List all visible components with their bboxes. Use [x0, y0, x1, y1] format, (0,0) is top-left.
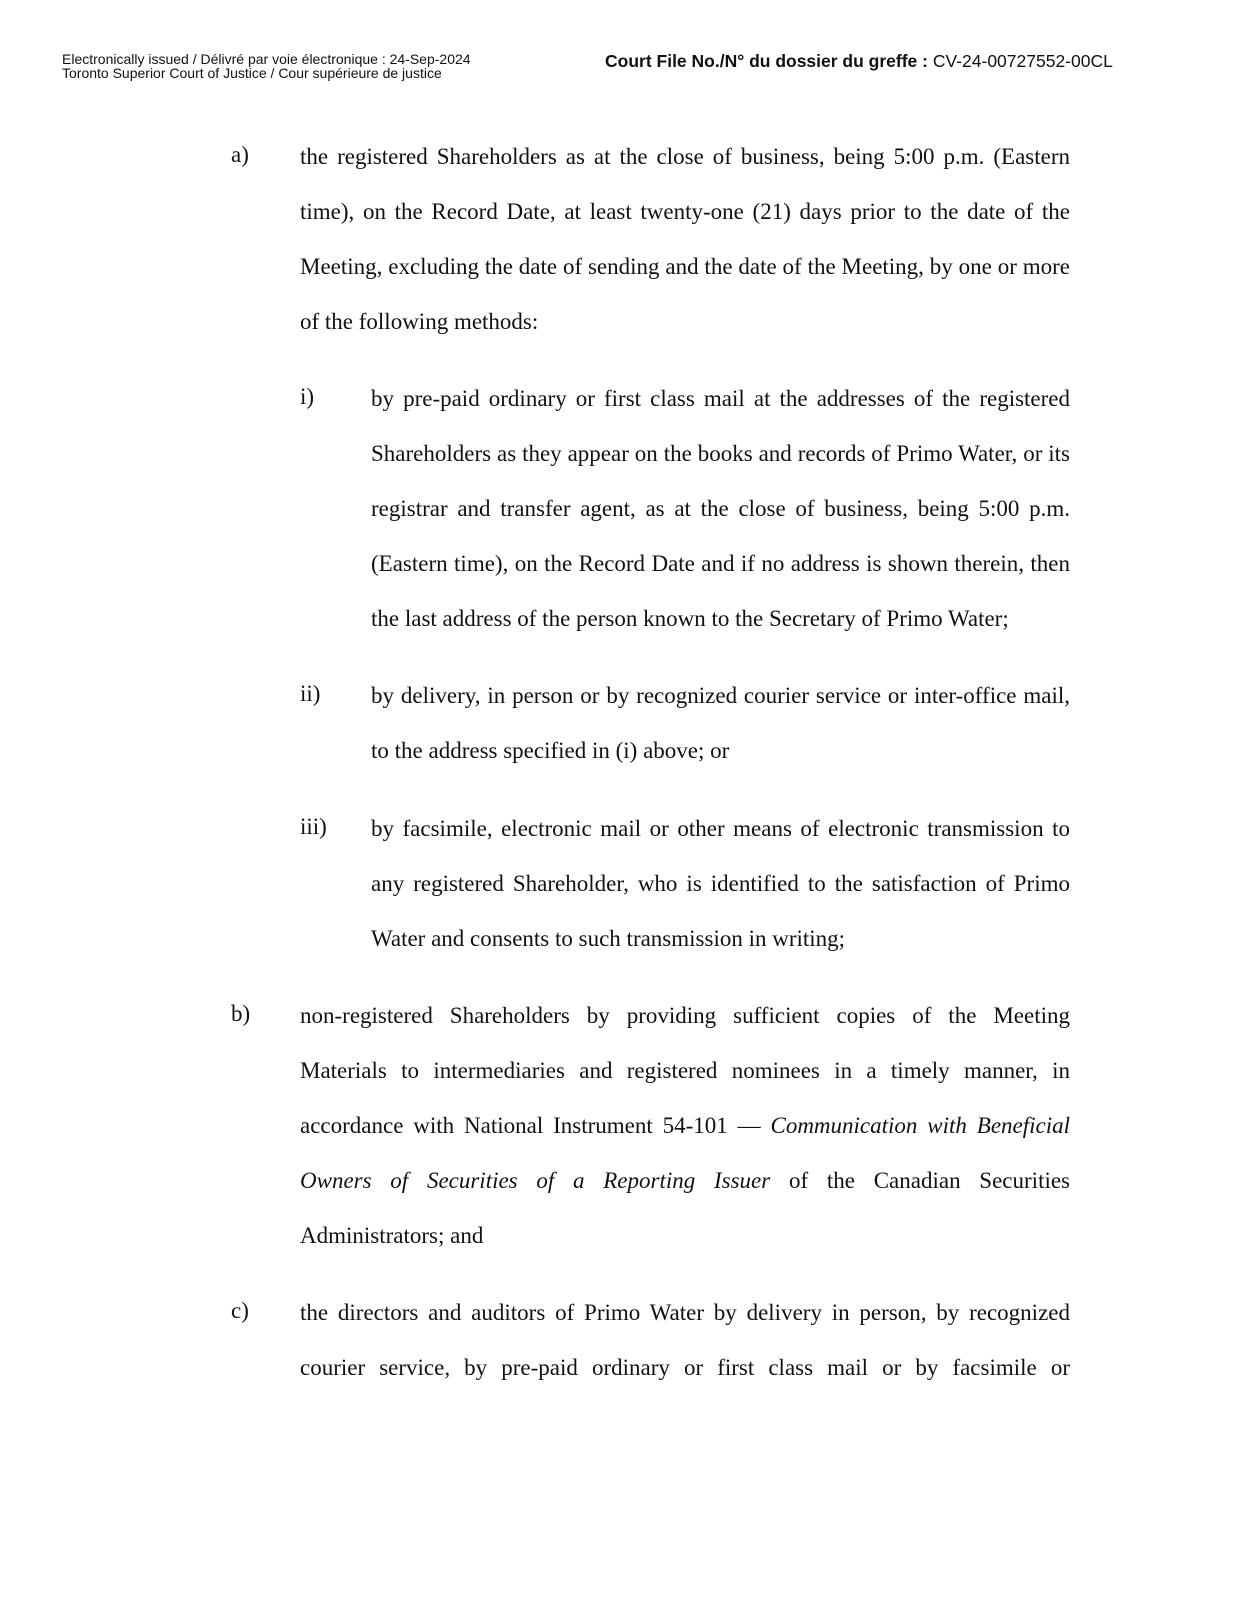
item-a-label: a) [231, 142, 249, 167]
item-b-text-after: of the Canadian Securities Administrators; and [300, 1168, 1071, 1248]
item-iii-text: by facsimile, electronic mail or other means of electronic transmission to any registered Shareholder, who is identified to the satisfaction of Primo Water and consents to such transmission in writing; [371, 816, 1070, 951]
item-ii-label: ii) [300, 681, 321, 706]
item-ii-text: by delivery, in person or by recognized courier service or inter-office mail, to the address specified in (i) above; or [371, 683, 1070, 763]
stamp-line-2: Toronto Superior Court of Justice / Cour supérieure de justice [62, 65, 442, 81]
court-file-number [605, 51, 1113, 72]
item-b-instrument-title: Communication with Beneficial Owners of Securities of a Reporting Issuer [300, 1113, 1071, 1193]
item-iii-label: iii) [300, 814, 327, 839]
electronic-issue-stamp [62, 52, 471, 80]
item-b-text-before: non-registered Shareholders by providing sufficient copies of the Meeting Materials to intermediaries and registered nominees in a timely manner, in accordance with National Instrument 54-101 — [300, 1003, 1070, 1138]
item-i-text: by pre-paid ordinary or first class mail at the addresses of the registered Shareholders as they appear on the books and records of Primo Water, or its registrar and transfer agent, as at the close of business, being 5:00 p.m. (Eastern time), on the Record Date and if no address is shown therein, then the last address of the person known to the Secretary of Primo Water; [371, 386, 1070, 631]
item-c-label: c) [231, 1298, 249, 1323]
court-file-label: Court File No./N° du dossier du greffe : [605, 51, 928, 71]
item-a-text: the registered Shareholders as at the close of business, being 5:00 p.m. (Eastern time), on the Record Date, at least twenty-one (21) days prior to the date of the Meeting, excluding the date of sending and the date of the Meeting, by one or more of the following methods: [300, 144, 1070, 334]
item-b-label: b) [231, 1001, 251, 1026]
stamp-line-1: Electronically issued / Délivré par voie électronique : 24-Sep-2024 [62, 51, 471, 67]
item-b-text [300, 988, 1070, 1263]
court-file-value: CV-24-00727552-00CL [932, 51, 1113, 71]
item-i-label: i) [300, 384, 315, 409]
item-c-text: the directors and auditors of Primo Water by delivery in person, by recognized courier service, by pre-paid ordinary or first class mail or by facsimile or [300, 1300, 1070, 1380]
